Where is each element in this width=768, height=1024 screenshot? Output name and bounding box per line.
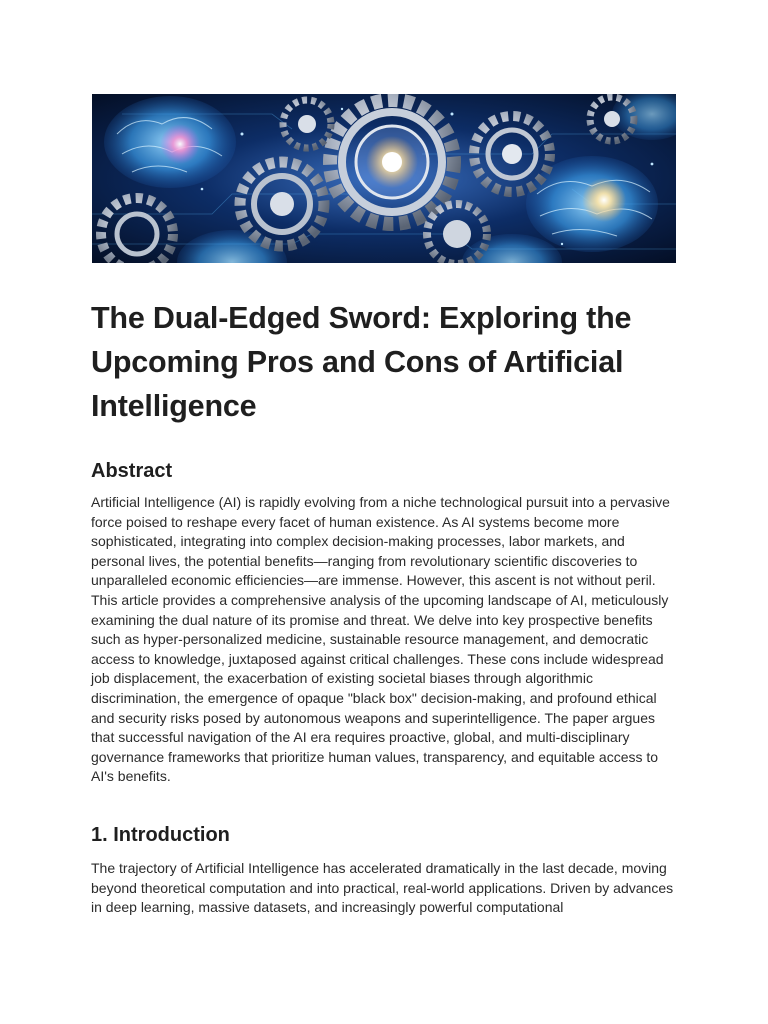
section-heading-abstract: Abstract xyxy=(91,460,173,482)
section-body-abstract: Artificial Intelligence (AI) is rapidly evolving from a niche technological pursuit into a pervasive force poised to reshape every facet of human existence. As AI systems become more sophisticated, integrating into complex decision-making processes, labor markets, and personal lives, the potential benefits—ranging from revolutionary scientific discoveries to unparalleled economic efficiencies—are immense. However, this ascent is not without peril. This article provides a comprehensive analysis of the upcoming landscape of AI, meticulously examining the dual nature of its promise and threat. We delve into key prospective benefits such as hyper-personalized medicine, sustainable resource management, and democratic access to knowledge, juxtaposed against critical challenges. These cons include widespread job displacement, the exacerbation of existing societal biases through algorithmic discrimination, the emergence of opaque "black box" decision-making, and profound ethical and security risks posed by autonomous weapons and superintelligence. The paper argues that successful navigation of the AI era requires proactive, global, and multi-disciplinary governance frameworks that prioritize human values, transparency, and equitable access to AI's benefits. xyxy=(91,494,670,785)
article-content xyxy=(91,296,679,916)
section-body-introduction: The trajectory of Artificial Intelligence has accelerated dramatically in the last decade, moving beyond theoretical computation and into practical, real-world applications. Driven by advances in deep learning, massive datasets, and increasingly powerful computational xyxy=(91,860,674,916)
hero-image xyxy=(92,94,676,263)
ai-brain-gears-image xyxy=(92,94,676,263)
article-title: The Dual-Edged Sword: Exploring the Upcoming Pros and Cons of Artificial Intelligence xyxy=(91,301,632,423)
section-heading-introduction: 1. Introduction xyxy=(91,824,230,846)
